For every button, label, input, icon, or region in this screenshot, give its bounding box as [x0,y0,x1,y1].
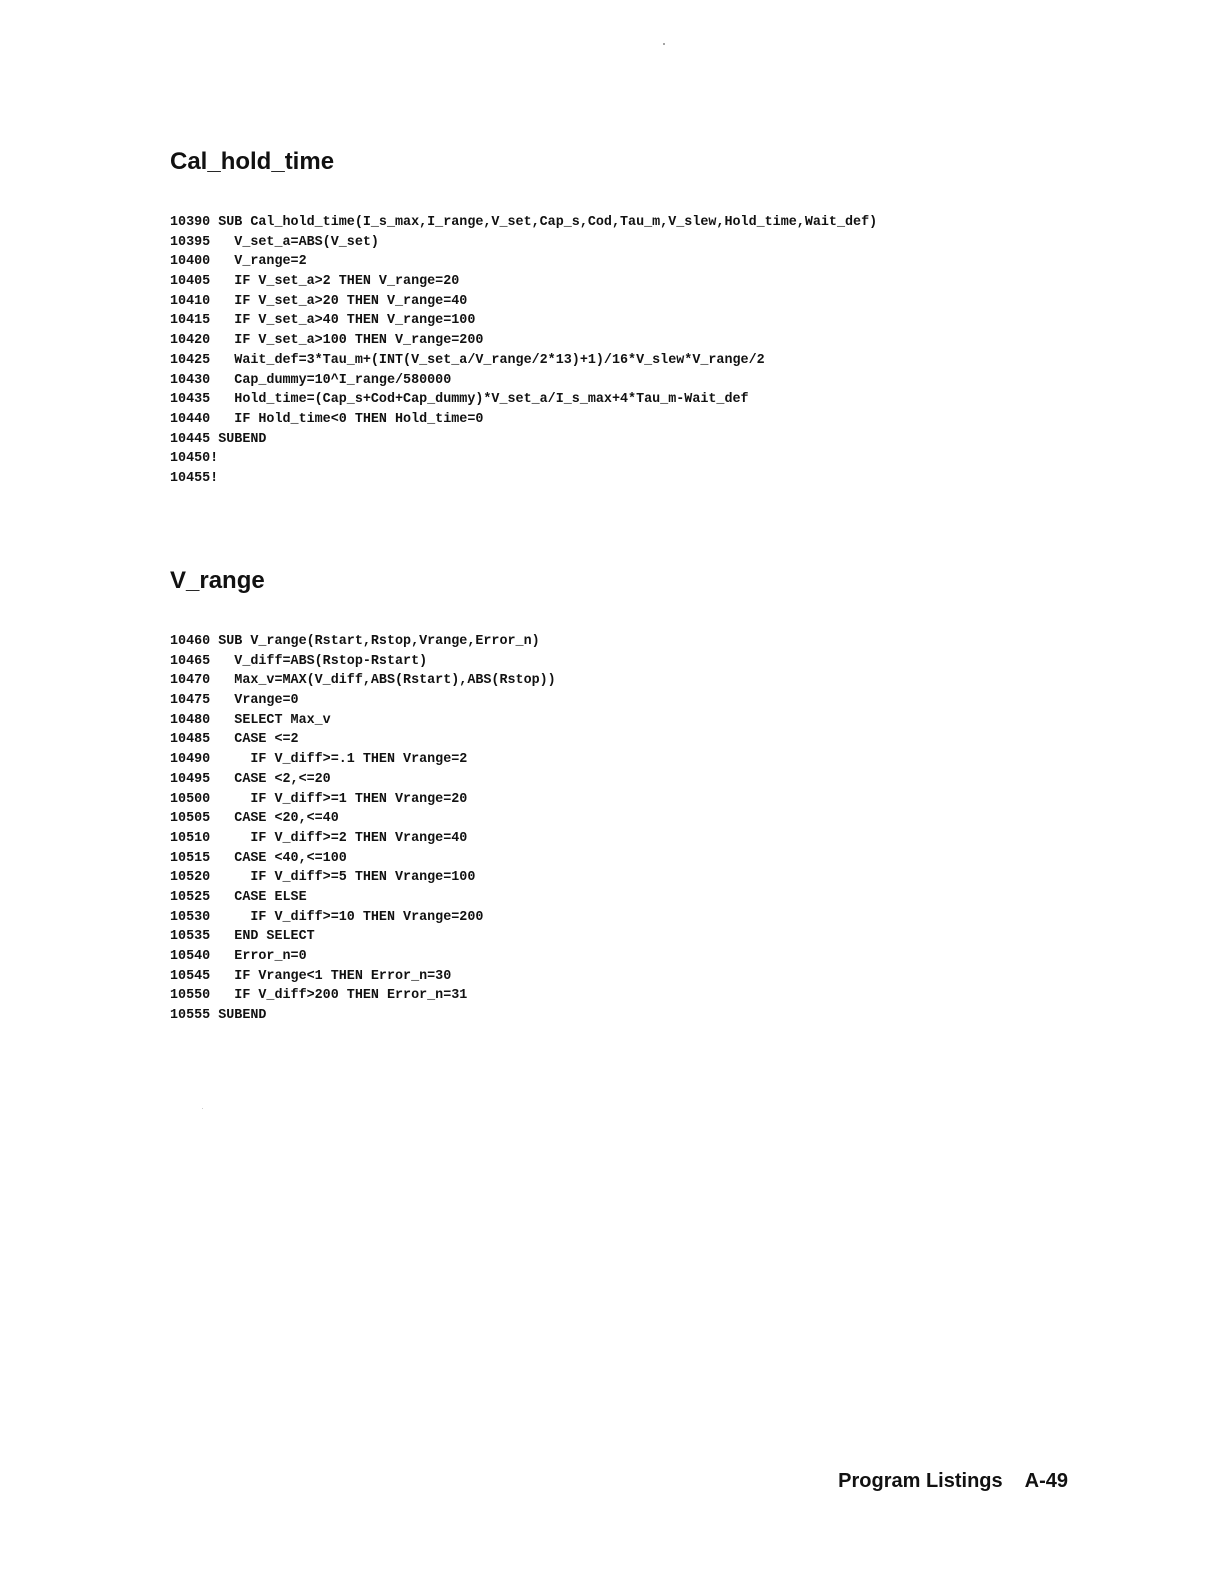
code-line: 10395 V_set_a=ABS(V_set) [170,234,379,250]
code-line: 10475 Vrange=0 [170,693,299,709]
code-listing-cal-hold-time [170,213,877,489]
code-line: 10490 IF V_diff>=.1 THEN Vrange=2 [170,752,468,768]
code-line: 10435 Hold_time=(Cap_s+Cod+Cap_dummy)*V_set_a/I_s_max+4*Tau_m-Wait_def [170,392,749,408]
code-line: 10480 SELECT Max_v [170,712,331,728]
code-line: 10525 CASE ELSE [170,889,307,905]
code-line: 10390 SUB Cal_hold_time(I_s_max,I_range,V_set,Cap_s,Cod,Tau_m,V_slew,Hold_time,Wait_def) [170,215,878,230]
code-line: 10465 V_diff=ABS(Rstop-Rstart) [170,653,428,669]
code-line: 10430 Cap_dummy=10^I_range/580000 [170,372,452,388]
code-line: 10545 IF Vrange<1 THEN Error_n=30 [170,968,452,984]
scan-speck [202,1108,203,1109]
code-line: 10555 SUBEND [170,1008,267,1024]
code-line: 10485 CASE <=2 [170,732,299,748]
code-line: 10400 V_range=2 [170,254,307,270]
code-line: 10460 SUB V_range(Rstart,Rstop,Vrange,Error_n) [170,634,540,649]
code-line: 10410 IF V_set_a>20 THEN V_range=40 [170,293,468,309]
code-line: 10500 IF V_diff>=1 THEN Vrange=20 [170,791,468,807]
code-line: 10415 IF V_set_a>40 THEN V_range=100 [170,313,476,329]
code-line: 10515 CASE <40,<=100 [170,850,347,866]
code-line: 10405 IF V_set_a>2 THEN V_range=20 [170,274,460,290]
code-line: 10470 Max_v=MAX(V_diff,ABS(Rstart),ABS(Rstop)) [170,673,556,689]
scan-speck [663,43,665,45]
code-line: 10420 IF V_set_a>100 THEN V_range=200 [170,333,484,349]
code-line: 10550 IF V_diff>200 THEN Error_n=31 [170,988,468,1004]
code-line: 10495 CASE <2,<=20 [170,771,331,787]
code-line: 10530 IF V_diff>=10 THEN Vrange=200 [170,909,484,925]
code-line: 10440 IF Hold_time<0 THEN Hold_time=0 [170,411,484,427]
code-line: 10505 CASE <20,<=40 [170,811,339,827]
page-number: A-49 [1024,1470,1068,1492]
code-line: 10510 IF V_diff>=2 THEN Vrange=40 [170,830,468,846]
section-title-cal-hold-time: Cal_hold_time [170,148,335,175]
code-line: 10520 IF V_diff>=5 THEN Vrange=100 [170,870,476,886]
code-line: 10450! [170,451,219,467]
footer-section-label: Program Listings [838,1470,1003,1492]
code-line: 10455! [170,470,219,486]
section-title-v-range: V_range [170,567,265,594]
code-listing-v-range [170,632,556,1026]
code-line: 10535 END SELECT [170,929,315,945]
page-footer [838,1470,1068,1493]
code-line: 10445 SUBEND [170,431,267,447]
code-line: 10425 Wait_def=3*Tau_m+(INT(V_set_a/V_range/2*13)+1)/16*V_slew*V_range/2 [170,352,765,368]
code-line: 10540 Error_n=0 [170,949,307,964]
